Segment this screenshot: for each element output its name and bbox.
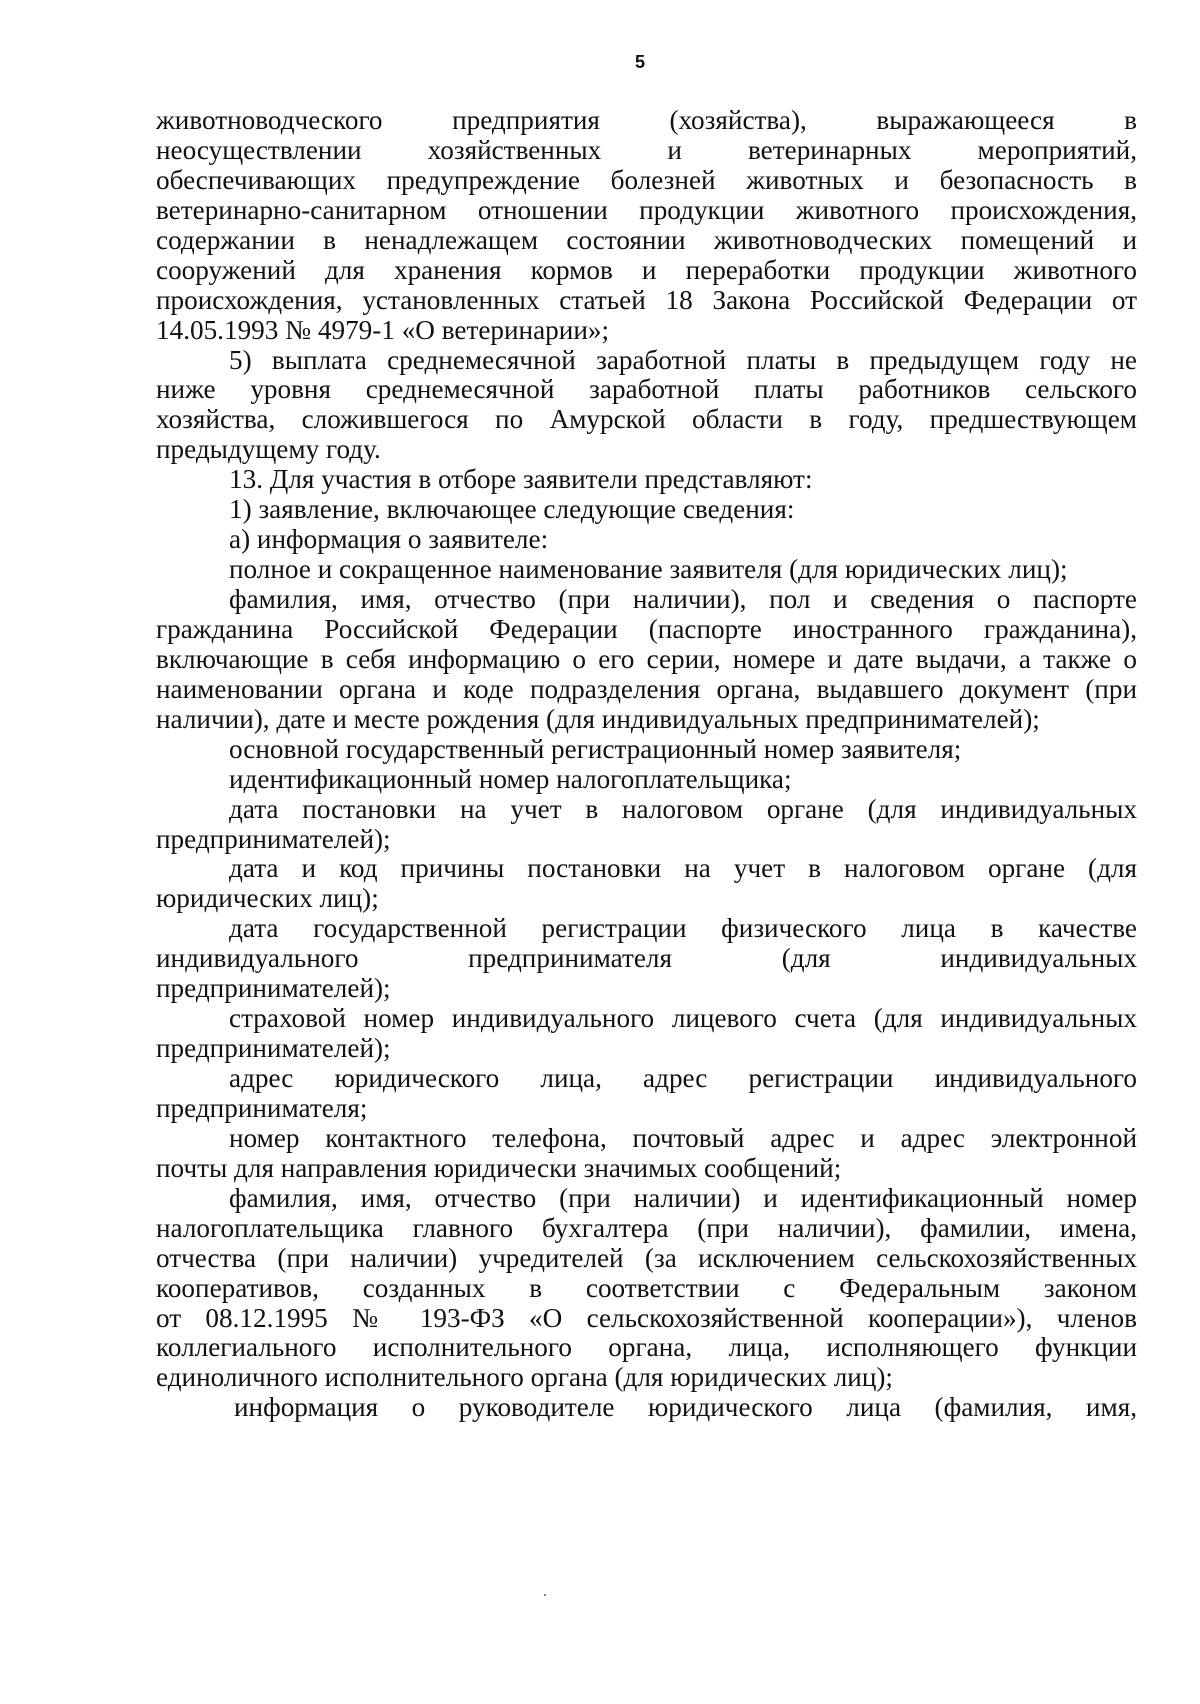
text-line: содержании в ненадлежащем состоянии животноводческих помещений и	[156, 224, 1137, 255]
text-line: ветеринарно-санитарном отношении продукции животного происхождения,	[156, 194, 1137, 225]
text-line: фамилия, имя, отчество (при наличии), пол и сведения о паспорте	[229, 584, 1137, 614]
text-line: полное и сокращенное наименование заявителя (для юридических лиц);	[229, 554, 1068, 585]
text-line: страховой номер индивидуального лицевого счета (для индивидуальных	[229, 1003, 1137, 1034]
text-line: от 08.12.1995 № 193-ФЗ «О сельскохозяйственной кооперации»), членов	[156, 1302, 1137, 1333]
text-line: коллегиального исполнительного органа, лица, исполняющего функции	[156, 1332, 1137, 1363]
text-line: отчества (при наличии) учредителей (за исключением сельскохозяйственных	[156, 1242, 1137, 1273]
text-line: происхождения, установленных статьей 18 Закона Российской Федерации от	[156, 284, 1137, 315]
text-line: животноводческого предприятия (хозяйства), выражающееся в	[156, 105, 1137, 135]
text-line: а) информация о заявителе:	[229, 524, 549, 555]
text-line: 1) заявление, включающее следующие сведения:	[229, 494, 795, 525]
text-line: идентификационный номер налогоплательщика;	[229, 763, 792, 794]
text-line: информация о руководителе юридического лица (фамилия, имя,	[234, 1392, 1137, 1423]
text-line: хозяйства, сложившегося по Амурской области в году, предшествующем	[156, 404, 1137, 435]
text-line: наименовании органа и коде подразделения органа, выдавшего документ (при	[156, 673, 1137, 704]
text-line: предыдущему году.	[156, 434, 381, 465]
text-line: предпринимателя;	[156, 1092, 368, 1123]
text-line: включающие в себя информацию о его серии, номере и дате выдачи, а также о	[156, 643, 1137, 674]
text-line: сооружений для хранения кормов и переработки продукции животного	[156, 254, 1137, 285]
text-line: налогоплательщика главного бухгалтера (при наличии), фамилии, имена,	[156, 1212, 1137, 1243]
page-number: 5	[634, 52, 645, 72]
text-line: наличии), дате и месте рождения (для индивидуальных предпринимателей);	[156, 703, 1040, 734]
text-line: дата государственной регистрации физического лица в качестве	[229, 913, 1137, 944]
text-line: 13. Для участия в отборе заявители представляют:	[229, 464, 813, 495]
text-line: адрес юридического лица, адрес регистрации индивидуального	[229, 1063, 1137, 1093]
text-line: предпринимателей);	[156, 973, 391, 1004]
scan-speck	[544, 1594, 546, 1596]
text-line: 14.05.1993 № 4979-1 «О ветеринарии»;	[156, 314, 610, 345]
text-line: номер контактного телефона, почтовый адрес и адрес электронной	[229, 1122, 1137, 1153]
text-line: обеспечивающих предупреждение болезней животных и безопасность в	[156, 164, 1137, 195]
text-line: 5) выплата среднемесячной заработной платы в предыдущем году не	[229, 344, 1137, 375]
text-line: единоличного исполнительного органа (для юридических лиц);	[156, 1362, 893, 1393]
text-line: кооперативов, созданных в соответствии с Федеральным законом	[156, 1272, 1137, 1303]
text-line: дата постановки на учет в налоговом органе (для индивидуальных	[229, 793, 1137, 824]
text-line: предпринимателей);	[156, 1033, 391, 1064]
text-line: юридических лиц);	[156, 883, 379, 914]
text-line: дата и код причины постановки на учет в налоговом органе (для	[229, 853, 1137, 884]
document-body	[156, 106, 1137, 1423]
text-line: неосуществлении хозяйственных и ветеринарных мероприятий,	[156, 134, 1137, 165]
text-line: гражданина Российской Федерации (паспорте иностранного гражданина),	[156, 613, 1137, 644]
text-line: индивидуального предпринимателя (для индивидуальных	[156, 943, 1137, 974]
text-line: основной государственный регистрационный номер заявителя;	[229, 733, 962, 764]
text-line: ниже уровня среднемесячной заработной платы работников сельского	[156, 374, 1137, 405]
text-line: предпринимателей);	[156, 823, 391, 854]
text-line: почты для направления юридически значимых сообщений;	[156, 1152, 842, 1183]
text-line: фамилия, имя, отчество (при наличии) и идентификационный номер	[229, 1182, 1137, 1213]
